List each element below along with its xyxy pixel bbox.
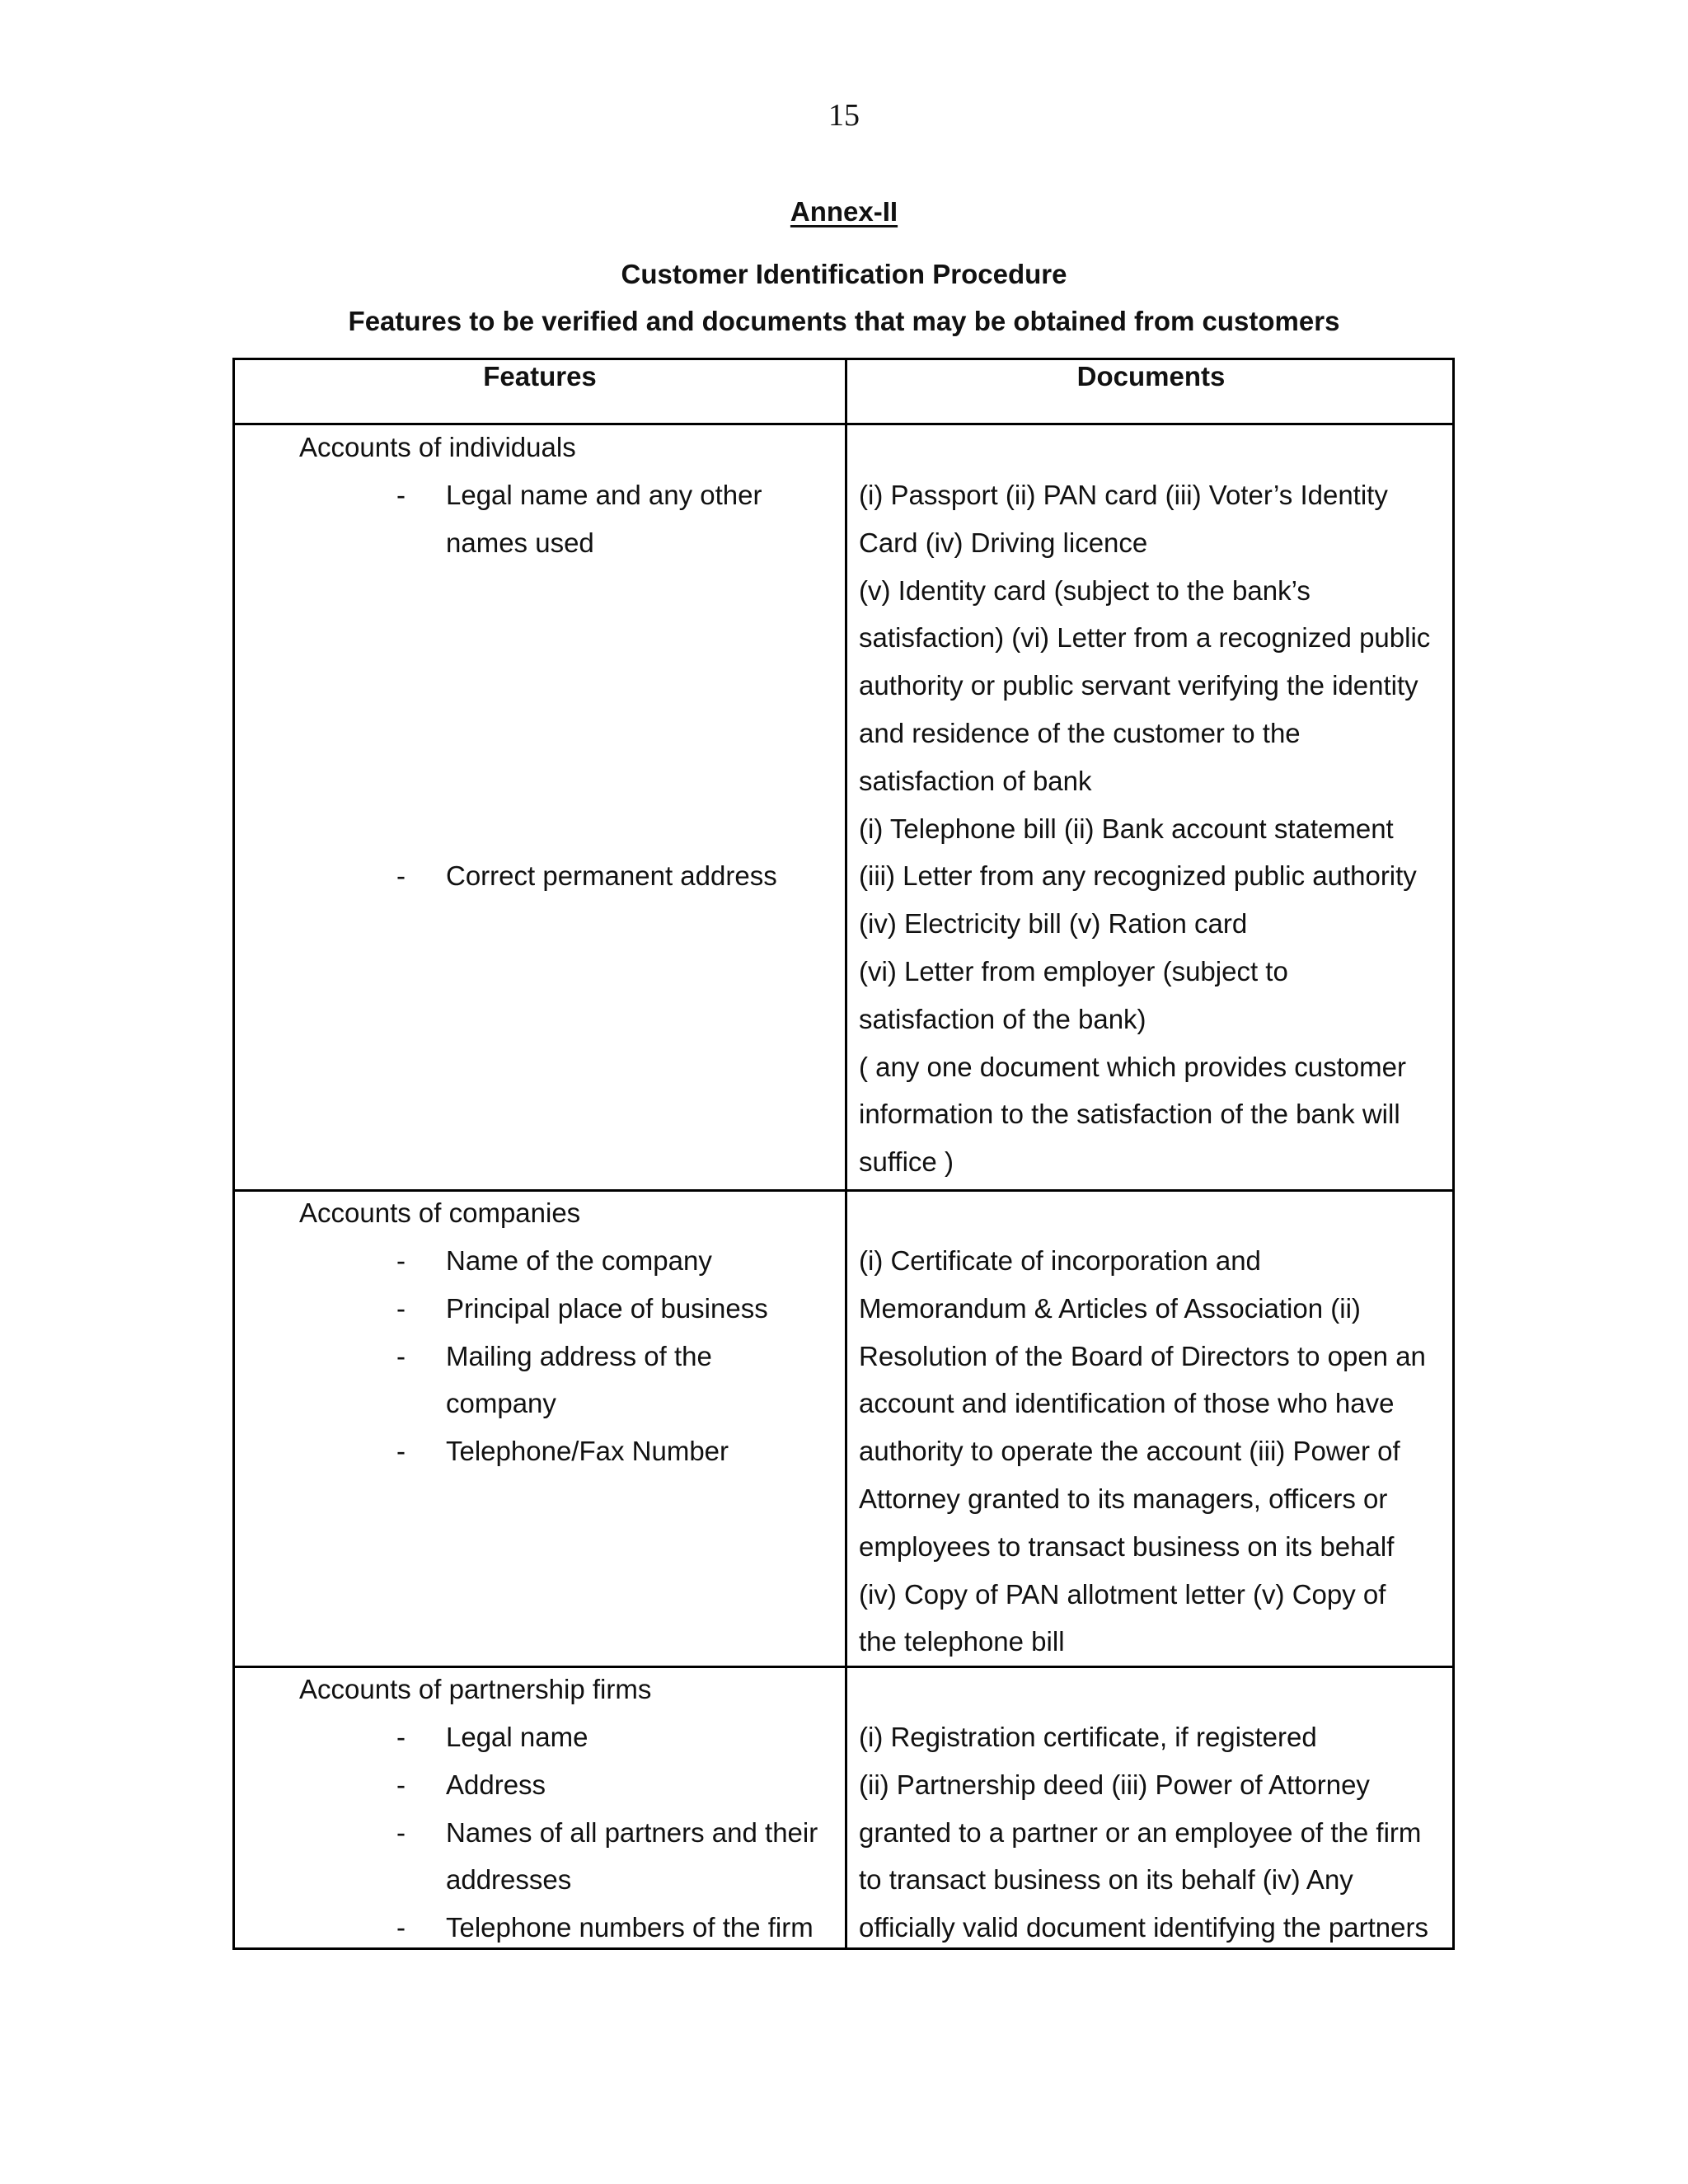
feature-text: addresses <box>446 1864 572 1896</box>
document-line: satisfaction of bank <box>859 765 1092 796</box>
document-line: Card (iv) Driving licence <box>859 527 1148 558</box>
cip-table <box>232 358 1455 1950</box>
feature-item-continuation <box>235 1856 845 1904</box>
section-title-individuals: Accounts of individuals <box>299 432 576 462</box>
feature-item <box>235 1904 845 1952</box>
individuals-documents <box>859 471 1430 1186</box>
feature-item <box>235 1713 845 1761</box>
feature-text: Mailing address of the <box>446 1340 712 1371</box>
features-column-header: Features <box>483 361 597 391</box>
bullet-dash: - <box>396 1912 406 1943</box>
feature-item <box>235 1761 845 1809</box>
feature-text: Names of all partners and their <box>446 1816 818 1848</box>
feature-text: Correct permanent address <box>446 860 777 892</box>
document-line: account and identification of those who have <box>859 1388 1395 1419</box>
partnership-feature-list <box>235 1713 845 1952</box>
bullet-dash: - <box>396 1816 406 1848</box>
annex-heading: Annex-II <box>790 196 898 227</box>
document-line: employees to transact business on its behalf <box>859 1530 1395 1562</box>
feature-text: Principal place of business <box>446 1292 768 1324</box>
document-line: granted to a partner or an employee of the firm <box>859 1816 1422 1848</box>
document-line: suffice ) <box>859 1146 954 1178</box>
feature-text: Legal name and any other <box>446 480 762 510</box>
document-line: authority or public servant verifying the identity <box>859 670 1418 701</box>
bullet-dash: - <box>396 1436 406 1467</box>
feature-text: names used <box>446 527 594 558</box>
feature-item-continuation <box>235 1380 845 1427</box>
document-line: Resolution of the Board of Directors to open an <box>859 1340 1426 1371</box>
document-line: authority to operate the account (iii) Power of <box>859 1436 1400 1467</box>
documents-column-header: Documents <box>1076 361 1226 391</box>
companies-feature-list <box>235 1237 845 1475</box>
bullet-dash: - <box>396 1340 406 1371</box>
feature-item <box>235 1809 845 1857</box>
document-line: (iv) Electricity bill (v) Ration card <box>859 908 1248 940</box>
document-line: officially valid document identifying the partners <box>859 1912 1428 1943</box>
feature-item <box>235 1427 845 1475</box>
individuals-feature-list <box>235 471 845 900</box>
feature-item <box>235 471 845 519</box>
document-line: ( any one document which provides customer <box>859 1051 1406 1082</box>
bullet-dash: - <box>396 1769 406 1800</box>
feature-item <box>235 1285 845 1333</box>
bullet-dash: - <box>396 1722 406 1752</box>
bullet-dash: - <box>396 1245 406 1276</box>
partnership-documents <box>859 1713 1428 1952</box>
document-line: (vi) Letter from employer (subject to <box>859 955 1288 987</box>
document-title: Customer Identification Procedure <box>621 259 1067 289</box>
document-line: Attorney granted to its managers, officers or <box>859 1483 1388 1514</box>
document-line: (ii) Partnership deed (iii) Power of Attorney <box>859 1769 1370 1800</box>
bullet-dash: - <box>396 480 406 510</box>
feature-text: Telephone numbers of the firm <box>446 1912 814 1943</box>
document-line: Memorandum & Articles of Association (ii) <box>859 1292 1361 1324</box>
feature-item <box>235 1237 845 1285</box>
document-subtitle: Features to be verified and documents that may be obtained from customers <box>348 306 1340 336</box>
document-line: the telephone bill <box>859 1626 1065 1657</box>
section-title-partnership-firms: Accounts of partnership firms <box>299 1674 652 1704</box>
document-line: (iii) Letter from any recognized public authority <box>859 860 1417 892</box>
document-line: satisfaction) (vi) Letter from a recognized public <box>859 622 1431 654</box>
feature-text: Address <box>446 1769 546 1800</box>
page-number: 15 <box>828 98 860 133</box>
document-line: and residence of the customer to the <box>859 717 1301 748</box>
section-title-companies: Accounts of companies <box>299 1197 581 1228</box>
feature-text: Telephone/Fax Number <box>446 1436 729 1467</box>
document-line: (i) Telephone bill (ii) Bank account statement <box>859 813 1394 844</box>
feature-item-continuation <box>235 519 845 567</box>
document-line: (v) Identity card (subject to the bank’s <box>859 574 1311 606</box>
document-line: satisfaction of the bank) <box>859 1003 1146 1034</box>
bullet-dash: - <box>396 860 406 892</box>
document-line: (i) Registration certificate, if registered <box>859 1722 1317 1752</box>
feature-text: Name of the company <box>446 1245 712 1276</box>
document-line: (i) Passport (ii) PAN card (iii) Voter’s Identity <box>859 480 1388 510</box>
companies-documents <box>859 1237 1426 1666</box>
document-line: (iv) Copy of PAN allotment letter (v) Copy of <box>859 1578 1386 1610</box>
document-line: (i) Certificate of incorporation and <box>859 1245 1261 1276</box>
feature-item <box>235 852 845 900</box>
feature-text: company <box>446 1388 556 1419</box>
feature-item <box>235 1333 845 1380</box>
feature-text: Legal name <box>446 1722 588 1752</box>
document-line: to transact business on its behalf (iv) Any <box>859 1864 1353 1896</box>
bullet-dash: - <box>396 1292 406 1324</box>
column-divider <box>845 360 847 1947</box>
document-line: information to the satisfaction of the bank will <box>859 1099 1400 1130</box>
